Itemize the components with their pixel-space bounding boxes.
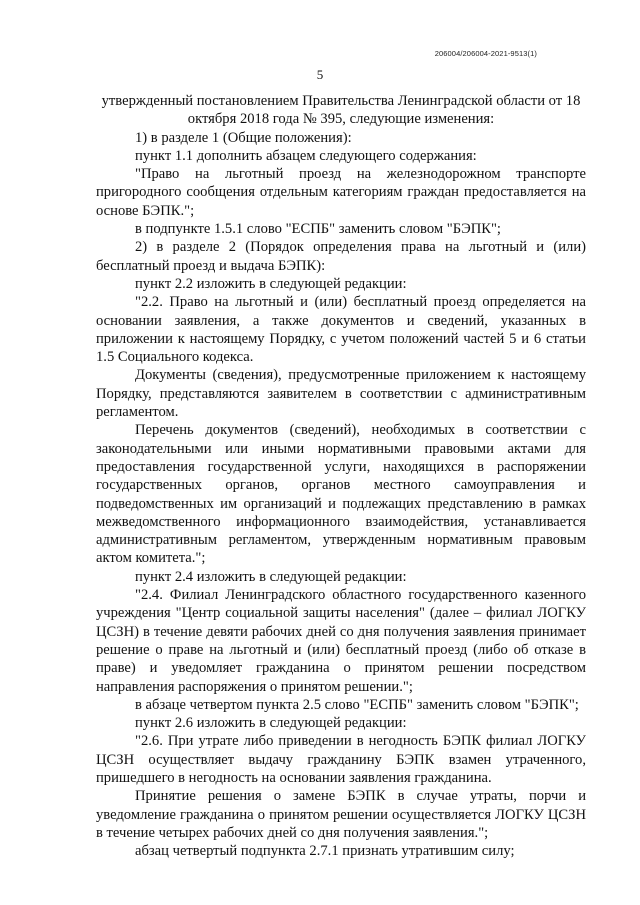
paragraph: пункт 2.6 изложить в следующей редакции: [135, 715, 407, 732]
paragraph: утвержденный постановлением Правительства Ленинградской области от 18 октября 2018 года № 395, следующие изменения: [101, 93, 581, 128]
paragraph: "2.6. При утрате либо приведении в негодность БЭПК филиал ЛОГКУ ЦСЗН осуществляет выдачу гражданину БЭПК взамен утраченного, пришедшего в негодность на основании заявления гражданина. [96, 733, 586, 786]
paragraph: "Право на льготный проезд на железнодорожном транспорте пригородного сообщения отдельным категориям граждан предоставляется на основе БЭПК."; [96, 166, 586, 219]
page-number: 5 [316, 67, 324, 82]
paragraph: пункт 2.2 изложить в следующей редакции: [135, 275, 407, 292]
paragraph: Перечень документов (сведений), необходимых в соответствии с законодательными или иными нормативными правовыми актами для предоставления государственной услуги, находящихся в распоряжении государственных органов, органов местного самоуправления и подведомственных им организаций и подлежащих представлению в рамках межведомственного информационного взаимодействия, устанавливается административным регламентом, утвержденным нормативным правовым актом комитета."; [96, 422, 586, 567]
paragraph: 2) в разделе 2 (Порядок определения права на льготный и (или) бесплатный проезд и выдача БЭПК): [96, 239, 586, 274]
paragraph: 1) в разделе 1 (Общие положения): [135, 129, 352, 146]
paragraph: абзац четвертый подпункта 2.7.1 признать утратившим силу; [135, 843, 515, 860]
document-code: 206004/206004-2021-9513(1) [434, 49, 537, 58]
paragraph: "2.2. Право на льготный и (или) бесплатный проезд определяется на основании заявления, а также документов и сведений, указанных в приложении к настоящему Порядку, с учетом положений частей 5 и 6 статьи 1.5 Социального кодекса. [96, 294, 586, 366]
paragraph: в абзаце четвертом пункта 2.5 слово "ЕСПБ" заменить словом "БЭПК"; [135, 696, 579, 713]
paragraph: Принятие решения о замене БЭПК в случае утраты, порчи и уведомление гражданина о принятом решении осуществляется ЛОГКУ ЦСЗН в течение четырех рабочих дней со дня получения заявления."; [96, 788, 586, 841]
paragraph: в подпункте 1.5.1 слово "ЕСПБ" заменить словом "БЭПК"; [135, 221, 501, 238]
document-body [96, 92, 586, 860]
paragraph: Документы (сведения), предусмотренные приложением к настоящему Порядку, представляются заявителем в соответствии с административным регламентом. [96, 367, 586, 421]
paragraph: пункт 1.1 дополнить абзацем следующего содержания: [135, 147, 477, 164]
paragraph: пункт 2.4 изложить в следующей редакции: [135, 568, 407, 585]
paragraph: "2.4. Филиал Ленинградского областного государственного казенного учреждения "Центр социальной защиты населения" (далее – филиал ЛОГКУ ЦСЗН) в течение девяти рабочих дней со дня получения заявления принимает решение о праве на льготный и (или) бесплатный проезд (либо об отказе в праве) и уведомляет гражданина о принятом решении посредством направления распоряжения о принятом решении."; [96, 587, 586, 695]
